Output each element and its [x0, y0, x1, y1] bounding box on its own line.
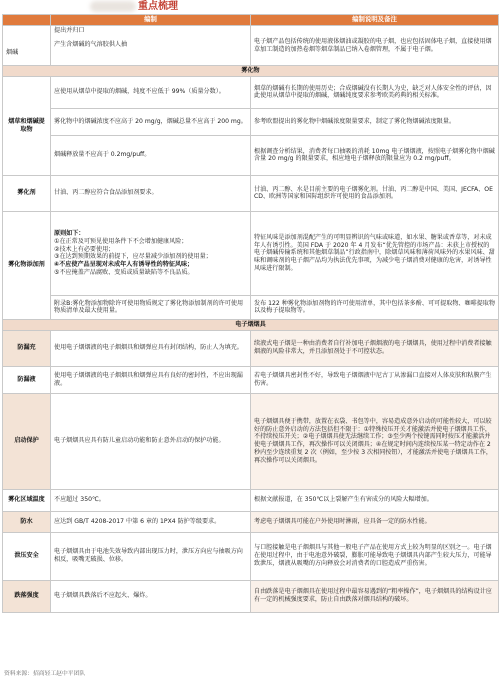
req-line: 提出并归口 — [54, 27, 85, 34]
table-row — [3, 175, 499, 211]
req-principle-item: ⑤不应掩盖产品腐败、变质或质量缺陷等不良品质。 — [54, 269, 194, 277]
row-note: 电子烟烟具便于携带，放置在衣袋、书包等中，容易造成意外启动的可能性较大，可以较好的防止意外启动的方法包括但不限于：①特殊按压开关才能激活并使电子烟烟具工作，不持续按压开关；②电子烟烟具使无法继续工作；③至少两个按键需同时按压才能激活并使电子烟烟具工作，再次操作可以关闭烟具；④在规定时间内连续按压某一特定动作在 2 秒内至少连续重复 2 次（例如，至少按 3 次相同按钮），才能激活并使电子烟烟具工作，再次操作可以关闭烟具。 — [251, 393, 499, 489]
row-category: 雾化剂 — [3, 175, 51, 211]
row-category: 泄压安全 — [3, 532, 51, 580]
row-note: 续液式电子烟是一种由消费者自行补加电子烟烟液的电子烟烟具，使用过程中消费者接触烟液的风险非常大，并且添加剂处于不可控状态。 — [251, 330, 499, 366]
row-category: 雾化物添加剂 — [3, 211, 51, 319]
req-principle-item: ④不应使产品呈现对未成年人有诱导性的特征风味； — [54, 261, 194, 269]
standards-table — [2, 14, 499, 613]
row-note: 甘油、丙二醇、水是目前主要的电子烟雾化剂。甘油、丙二醇是中国、美国、JECFA、OECD、欧洲等国家和国际组织许可使用的食品添加剂。 — [251, 175, 499, 211]
source-footnote: 资料来源：招商轻工赵中平团队 — [4, 671, 86, 677]
row-requirement: 电子烟烟具由于电池失效导致内部出现压力时，泄压方向应与抽吸方向相反，吸嘴无破损、位移。 — [51, 532, 251, 580]
table-row — [3, 532, 499, 580]
row-requirement: 烟碱释放量不应高于 0.2mg/puff。 — [51, 135, 251, 175]
table-row — [3, 211, 499, 295]
row-category: 雾化区域温度 — [3, 489, 51, 511]
row-requirement — [51, 26, 251, 66]
table-row — [3, 76, 499, 108]
row-requirement: 应使用从烟草中提取的烟碱，纯度不应低于 99%（质量分数）。 — [51, 76, 251, 108]
row-category: 跌落强度 — [3, 580, 51, 612]
table-row — [3, 135, 499, 175]
row-category: 防漏充 — [3, 330, 51, 366]
table-row — [3, 295, 499, 319]
table-row — [3, 330, 499, 366]
req-principle-item: ③在达到预期效果的前提下，应尽量减少添加剂的使用量； — [54, 253, 212, 261]
row-requirement: 甘油、丙二醇应符合食品添加剂要求。 — [51, 175, 251, 211]
table-row — [3, 511, 499, 532]
row-note: 特征风味是添加剂混配产生的可明显辨识的气味或味道，如水果、糖果或香草等，对未成年人有诱引性。美国 FDA 于 2020 年 4 月发布“优先管控的市场产品：未获上市授权的电子烟碱传输系统和其他烟草制品”行政指南中，除烟草风味和薄荷风味外的水果风味、甜味和调味剂的电子烟产品均为执法优先事项，为减少电子烟消费对健康的危害，对诱导性风味进行限制。 — [251, 211, 499, 295]
title-redaction — [90, 1, 136, 12]
row-note: 电子烟产品包括传统的使用液体烟油或凝胶的电子烟，也应包括固体电子烟，直接使用烟草加工制造的加热卷烟等烟草制品已纳入卷烟管理，不属于电子烟。 — [251, 26, 499, 66]
page-title: 重点梳理 — [138, 1, 178, 12]
header-row — [3, 15, 499, 26]
row-requirement — [51, 211, 251, 295]
row-note: 发布 122 种雾化物添加剂物的许可使用清单，其中包括茶多酚、可可提取物、咖啡提取物以及梅子提取物等。 — [251, 295, 499, 319]
section-device: 电子烟烟具 — [3, 319, 499, 330]
table-row — [3, 366, 499, 393]
row-requirement: 雾化物中的烟碱浓度不应高于 20 mg/g，烟碱总量不应高于 200 mg。 — [51, 108, 251, 135]
header-note: 编制说明及备注 — [251, 15, 499, 26]
row-requirement: 应达到 GB/T 4208-2017 中第 6 章的 1PX4 防护等级要求。 — [51, 511, 251, 532]
row-note: 与口腔接触是电子烟烟具与其他一般电子产品在使用方式上较为明显的区别之一。电子烟在使用过程中，由于电池意外破裂，膨胀可能导致电子烟烟具内部产生较大压力，可能导致泄压，烟液从吸嘴的方向释放会对消费者的口腔造成严重伤害。 — [251, 532, 499, 580]
req-principle-title: 原则如下： — [54, 229, 85, 237]
row-note: 根据文献报道，在 350℃以上裂解产生有害成分的风险大幅增加。 — [251, 489, 499, 511]
fragment-label: 烟碱 — [6, 48, 19, 56]
row-requirement: 使用电子烟烟液的电子烟烟具和烟弹应具有良好的密封性，不应出现漏液。 — [51, 366, 251, 393]
header-cat — [3, 15, 51, 26]
row-category: 启动保护 — [3, 393, 51, 489]
req-principle-item: ②技术上有必要使用； — [54, 245, 115, 253]
req-line: 产生含烟碱的气溶胶供人抽 — [54, 40, 128, 48]
title-bar — [0, 0, 500, 14]
table-row — [3, 393, 499, 489]
row-category — [3, 26, 51, 66]
header-req: 编制 — [51, 15, 251, 26]
table-row — [3, 108, 499, 135]
row-requirement: 电子烟烟具跌落后不应起火、爆炸。 — [51, 580, 251, 612]
table-row — [3, 489, 499, 511]
row-note: 根据调查分析结果，消费者每口抽吸的消耗 10mg 电子烟烟液，按照电子烟雾化物中烟碱含量 20 mg/g 的限量要求，相应地电子烟释放的限量应为 0.2 mg/puff。 — [251, 135, 499, 175]
table-row — [3, 580, 499, 612]
section-row — [3, 319, 499, 330]
row-note: 若电子烟烟具密封性不好，导致电子烟烟液中尼古丁从渗漏口直接对人体皮肤和粘膜产生伤害。 — [251, 366, 499, 393]
table-row — [3, 26, 499, 66]
row-category: 烟草和烟碱提取物 — [3, 76, 51, 175]
row-note: 参考欧盟提出的雾化物中烟碱浓度限量要求，制定了雾化物烟碱浓度限量。 — [251, 108, 499, 135]
req-principle-item: ①在正常及可预见使用条件下不会增加健康风险； — [54, 237, 188, 245]
row-note: 考虑电子烟烟具可能在户外使用时淋雨，应具备一定的防水性能。 — [251, 511, 499, 532]
row-requirement: 不应超过 350℃。 — [51, 489, 251, 511]
row-category: 防水 — [3, 511, 51, 532]
section-row — [3, 66, 499, 77]
row-requirement: 使用电子烟烟液的电子烟烟具和烟弹应具有封闭结构，防止人为填充。 — [51, 330, 251, 366]
row-note: 烟草的烟碱有长期的使用历史；合成烟碱没有长期人为史，缺乏对人体安全性的评估，因此使用从烟草中提取的烟碱，烟碱纯度要求参考欧美药典的相关标准。 — [251, 76, 499, 108]
row-requirement: 附录B:雾化物添加物除许可使用物质规定了雾化物添加制剂的许可使用物质清单及最大使用量。 — [51, 295, 251, 319]
row-note: 自由跌落是电子烟烟具在使用过程中最容易遇到的“粗率操作”，电子烟烟具的结构设计应有一定的机械强度要求，防止自由跌落对烟具结构的破坏。 — [251, 580, 499, 612]
row-requirement: 电子烟烟具应具有防儿童启动功能和防止意外启动的保护功能。 — [51, 393, 251, 489]
row-category: 防漏液 — [3, 366, 51, 393]
section-atomized: 雾化物 — [3, 66, 499, 77]
